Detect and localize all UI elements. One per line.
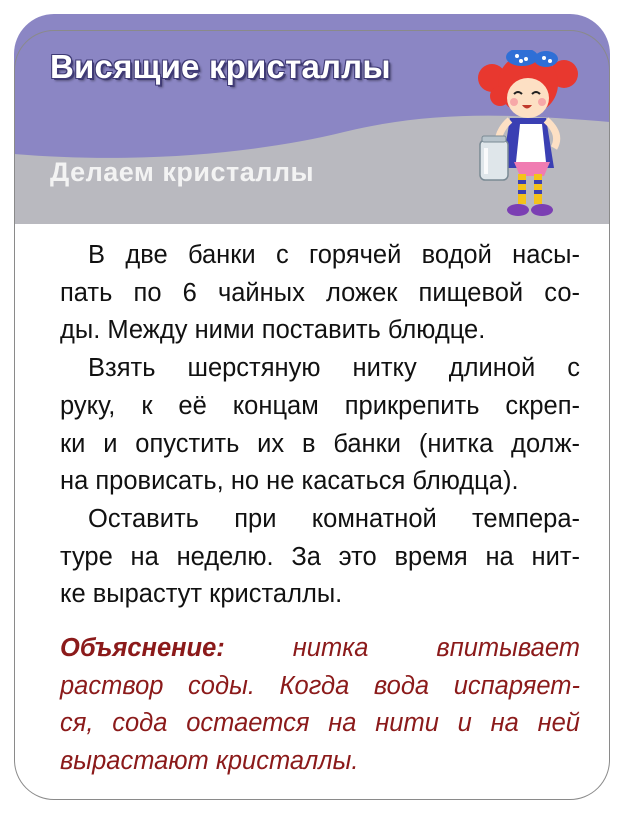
- instruction-line: В две банки с горячей водой насы-: [88, 241, 580, 269]
- instruction-line: руку, к её концам прикрепить скреп-: [60, 391, 580, 420]
- instructions-text: [60, 237, 580, 614]
- glass-jar-icon: [480, 136, 508, 180]
- doll-illustration: [470, 50, 590, 225]
- instruction-line: туре на неделю. За это время на нит-: [60, 542, 580, 571]
- explanation-line: ся, сода остается на нити и на ней: [60, 709, 580, 738]
- instruction-line: Взять шерстяную нитку длиной с: [88, 354, 580, 383]
- card-subtitle: Делаем кристаллы: [50, 157, 315, 187]
- instruction-line: ды. Между ними поставить блюдце.: [60, 316, 486, 345]
- explanation-line: раствор соды. Когда вода испаряет-: [60, 671, 580, 700]
- doll-legs: [507, 174, 553, 216]
- instruction-line: на провисать, но не касаться блюдца).: [60, 467, 519, 496]
- card-title: Висящие кристаллы: [50, 48, 391, 85]
- explanation-line: [60, 630, 580, 668]
- doll-face: [507, 78, 549, 118]
- explanation-text: [60, 630, 580, 781]
- explanation-line: вырастают кристаллы.: [60, 747, 359, 776]
- explanation-label: Объяснение:: [60, 634, 225, 662]
- instruction-line: ке вырастут кристаллы.: [60, 580, 343, 609]
- instruction-line: Оставить при комнатной темпера-: [88, 504, 580, 533]
- instruction-line: пать по 6 чайных ложек пищевой со-: [60, 278, 580, 307]
- instruction-line: ки и опустить их в банки (нитка долж-: [60, 429, 580, 458]
- explanation-line-text: нитка впитывает: [292, 634, 580, 662]
